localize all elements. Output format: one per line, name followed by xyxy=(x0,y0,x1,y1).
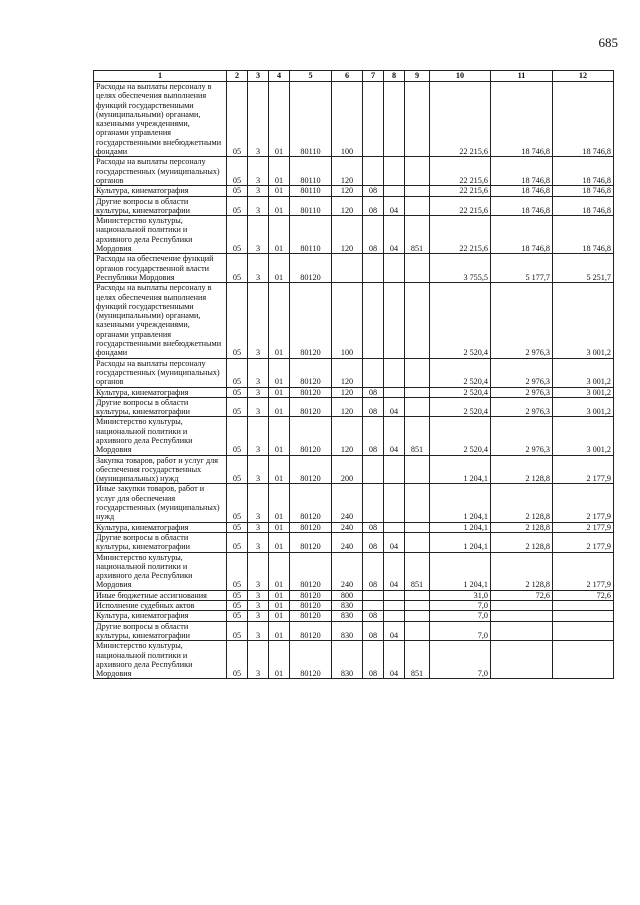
code-cell: 3 xyxy=(248,397,269,417)
code-cell: 01 xyxy=(269,358,290,387)
code-cell: 80120 xyxy=(290,590,332,600)
expense-name-cell: Министерство культуры, национальной политики и архивного дела Республики Мордовия xyxy=(94,641,227,679)
code-cell: 80110 xyxy=(290,196,332,216)
code-cell xyxy=(384,611,405,621)
amount-cell: 22 215,6 xyxy=(430,196,491,216)
amount-cell: 2 128,8 xyxy=(491,484,553,522)
code-cell xyxy=(363,484,384,522)
code-cell xyxy=(405,358,430,387)
code-cell: 01 xyxy=(269,196,290,216)
amount-cell: 18 746,8 xyxy=(491,196,553,216)
code-cell: 120 xyxy=(332,358,363,387)
code-cell: 05 xyxy=(227,621,248,641)
code-cell: 01 xyxy=(269,216,290,254)
code-cell xyxy=(405,611,430,621)
code-cell: 01 xyxy=(269,590,290,600)
code-cell: 3 xyxy=(248,157,269,186)
code-cell: 80110 xyxy=(290,216,332,254)
code-cell: 08 xyxy=(363,522,384,532)
header-cell: 4 xyxy=(269,71,290,82)
amount-cell: 5 251,7 xyxy=(553,254,614,283)
amount-cell xyxy=(491,641,553,679)
amount-cell xyxy=(553,601,614,611)
amount-cell: 2 520,4 xyxy=(430,387,491,397)
amount-cell: 3 001,2 xyxy=(553,397,614,417)
table-row xyxy=(94,552,614,590)
code-cell: 80120 xyxy=(290,601,332,611)
code-cell: 851 xyxy=(405,552,430,590)
code-cell: 80120 xyxy=(290,611,332,621)
code-cell: 01 xyxy=(269,601,290,611)
code-cell: 3 xyxy=(248,641,269,679)
code-cell: 120 xyxy=(332,196,363,216)
amount-cell: 18 746,8 xyxy=(491,82,553,157)
expense-name-cell: Другие вопросы в области культуры, кинематографии xyxy=(94,196,227,216)
code-cell: 01 xyxy=(269,283,290,358)
expense-name-cell: Культура, кинематография xyxy=(94,611,227,621)
amount-cell: 5 177,7 xyxy=(491,254,553,283)
header-cell: 7 xyxy=(363,71,384,82)
code-cell: 3 xyxy=(248,532,269,552)
amount-cell: 2 177,9 xyxy=(553,455,614,484)
code-cell xyxy=(384,186,405,196)
expense-name-cell: Иные бюджетные ассигнования xyxy=(94,590,227,600)
code-cell xyxy=(384,254,405,283)
code-cell: 851 xyxy=(405,417,430,455)
code-cell: 80120 xyxy=(290,621,332,641)
amount-cell: 2 128,8 xyxy=(491,532,553,552)
header-cell: 6 xyxy=(332,71,363,82)
code-cell: 08 xyxy=(363,641,384,679)
table-row xyxy=(94,522,614,532)
table-row xyxy=(94,387,614,397)
amount-cell: 2 976,3 xyxy=(491,283,553,358)
table-row xyxy=(94,157,614,186)
expense-name-cell: Расходы на выплаты персоналу в целях обеспечения выполнения функций государственными (муниципальными) органами, казенными учреждениями, органами управления государственными внебюджетными фондами xyxy=(94,82,227,157)
code-cell: 3 xyxy=(248,196,269,216)
amount-cell: 3 001,2 xyxy=(553,358,614,387)
table-row xyxy=(94,216,614,254)
code-cell: 01 xyxy=(269,82,290,157)
table-row xyxy=(94,621,614,641)
code-cell: 01 xyxy=(269,552,290,590)
amount-cell: 2 976,3 xyxy=(491,397,553,417)
expense-name-cell: Закупка товаров, работ и услуг для обеспечения государственных (муниципальных) нужд xyxy=(94,455,227,484)
code-cell: 05 xyxy=(227,186,248,196)
amount-cell: 2 520,4 xyxy=(430,397,491,417)
code-cell xyxy=(384,283,405,358)
amount-cell: 2 177,9 xyxy=(553,552,614,590)
code-cell: 05 xyxy=(227,82,248,157)
code-cell: 01 xyxy=(269,254,290,283)
code-cell: 100 xyxy=(332,283,363,358)
code-cell: 240 xyxy=(332,484,363,522)
code-cell: 200 xyxy=(332,455,363,484)
code-cell: 3 xyxy=(248,186,269,196)
code-cell xyxy=(363,455,384,484)
code-cell: 830 xyxy=(332,611,363,621)
code-cell: 04 xyxy=(384,621,405,641)
code-cell: 120 xyxy=(332,157,363,186)
code-cell: 851 xyxy=(405,641,430,679)
code-cell: 80110 xyxy=(290,186,332,196)
code-cell: 3 xyxy=(248,387,269,397)
code-cell xyxy=(384,522,405,532)
header-cell: 11 xyxy=(491,71,553,82)
code-cell xyxy=(405,196,430,216)
amount-cell: 18 746,8 xyxy=(553,196,614,216)
code-cell: 120 xyxy=(332,397,363,417)
amount-cell: 1 204,1 xyxy=(430,522,491,532)
amount-cell: 1 204,1 xyxy=(430,484,491,522)
amount-cell: 3 001,2 xyxy=(553,417,614,455)
header-cell: 8 xyxy=(384,71,405,82)
code-cell: 3 xyxy=(248,590,269,600)
table-row xyxy=(94,455,614,484)
code-cell: 05 xyxy=(227,611,248,621)
page-number: 685 xyxy=(598,35,618,50)
code-cell xyxy=(332,254,363,283)
code-cell: 05 xyxy=(227,484,248,522)
amount-cell xyxy=(491,601,553,611)
code-cell xyxy=(405,157,430,186)
table-row xyxy=(94,417,614,455)
code-cell: 851 xyxy=(405,216,430,254)
amount-cell: 1 204,1 xyxy=(430,532,491,552)
code-cell xyxy=(384,590,405,600)
code-cell xyxy=(405,522,430,532)
expense-name-cell: Расходы на выплаты персоналу государственных (муниципальных) органов xyxy=(94,157,227,186)
table-row xyxy=(94,484,614,522)
code-cell: 04 xyxy=(384,216,405,254)
code-cell xyxy=(384,157,405,186)
table-row xyxy=(94,82,614,157)
amount-cell xyxy=(553,641,614,679)
expense-name-cell: Иные закупки товаров, работ и услуг для обеспечения государственных (муниципальных) нужд xyxy=(94,484,227,522)
amount-cell: 2 976,3 xyxy=(491,387,553,397)
expense-name-cell: Министерство культуры, национальной политики и архивного дела Республики Мордовия xyxy=(94,216,227,254)
code-cell: 05 xyxy=(227,216,248,254)
code-cell: 05 xyxy=(227,387,248,397)
code-cell: 01 xyxy=(269,641,290,679)
code-cell: 05 xyxy=(227,417,248,455)
code-cell: 01 xyxy=(269,417,290,455)
header-cell: 10 xyxy=(430,71,491,82)
code-cell xyxy=(405,455,430,484)
code-cell: 08 xyxy=(363,397,384,417)
code-cell: 05 xyxy=(227,552,248,590)
code-cell: 05 xyxy=(227,254,248,283)
code-cell: 05 xyxy=(227,641,248,679)
table-row xyxy=(94,532,614,552)
code-cell: 01 xyxy=(269,157,290,186)
expense-name-cell: Культура, кинематография xyxy=(94,186,227,196)
code-cell: 08 xyxy=(363,417,384,455)
amount-cell: 2 177,9 xyxy=(553,532,614,552)
code-cell xyxy=(363,601,384,611)
table-row xyxy=(94,397,614,417)
code-cell: 08 xyxy=(363,186,384,196)
amount-cell: 72,6 xyxy=(553,590,614,600)
code-cell: 08 xyxy=(363,196,384,216)
code-cell: 3 xyxy=(248,417,269,455)
code-cell: 05 xyxy=(227,532,248,552)
amount-cell: 18 746,8 xyxy=(491,216,553,254)
code-cell: 01 xyxy=(269,522,290,532)
code-cell xyxy=(363,590,384,600)
amount-cell: 22 215,6 xyxy=(430,82,491,157)
code-cell: 80120 xyxy=(290,417,332,455)
expense-name-cell: Исполнение судебных актов xyxy=(94,601,227,611)
amount-cell: 18 746,8 xyxy=(491,157,553,186)
code-cell: 01 xyxy=(269,621,290,641)
amount-cell: 2 177,9 xyxy=(553,484,614,522)
code-cell xyxy=(405,82,430,157)
expense-name-cell: Министерство культуры, национальной политики и архивного дела Республики Мордовия xyxy=(94,417,227,455)
code-cell: 04 xyxy=(384,196,405,216)
amount-cell: 3 001,2 xyxy=(553,283,614,358)
code-cell: 800 xyxy=(332,590,363,600)
amount-cell: 2 976,3 xyxy=(491,358,553,387)
amount-cell: 18 746,8 xyxy=(553,186,614,196)
amount-cell: 31,0 xyxy=(430,590,491,600)
amount-cell: 2 520,4 xyxy=(430,283,491,358)
code-cell: 240 xyxy=(332,532,363,552)
code-cell: 08 xyxy=(363,552,384,590)
code-cell: 01 xyxy=(269,532,290,552)
amount-cell: 18 746,8 xyxy=(553,216,614,254)
amount-cell: 22 215,6 xyxy=(430,216,491,254)
code-cell: 05 xyxy=(227,196,248,216)
code-cell: 01 xyxy=(269,611,290,621)
code-cell: 04 xyxy=(384,552,405,590)
code-cell xyxy=(405,387,430,397)
code-cell: 08 xyxy=(363,216,384,254)
amount-cell: 3 001,2 xyxy=(553,387,614,397)
code-cell: 08 xyxy=(363,387,384,397)
table-row xyxy=(94,590,614,600)
expense-name-cell: Культура, кинематография xyxy=(94,522,227,532)
code-cell: 01 xyxy=(269,387,290,397)
code-cell: 80120 xyxy=(290,552,332,590)
code-cell: 80120 xyxy=(290,397,332,417)
code-cell: 120 xyxy=(332,186,363,196)
code-cell xyxy=(405,621,430,641)
header-cell: 2 xyxy=(227,71,248,82)
code-cell: 05 xyxy=(227,601,248,611)
code-cell: 3 xyxy=(248,552,269,590)
code-cell: 80110 xyxy=(290,82,332,157)
amount-cell: 2 520,4 xyxy=(430,358,491,387)
code-cell: 80120 xyxy=(290,358,332,387)
table-row xyxy=(94,186,614,196)
code-cell: 80120 xyxy=(290,455,332,484)
code-cell: 80120 xyxy=(290,484,332,522)
code-cell xyxy=(384,358,405,387)
code-cell: 830 xyxy=(332,601,363,611)
code-cell: 05 xyxy=(227,522,248,532)
code-cell: 120 xyxy=(332,387,363,397)
code-cell: 120 xyxy=(332,417,363,455)
code-cell: 04 xyxy=(384,417,405,455)
code-cell: 3 xyxy=(248,601,269,611)
code-cell: 3 xyxy=(248,283,269,358)
table-row xyxy=(94,358,614,387)
table-row xyxy=(94,611,614,621)
code-cell: 80120 xyxy=(290,522,332,532)
code-cell xyxy=(405,186,430,196)
code-cell: 80120 xyxy=(290,254,332,283)
amount-cell: 18 746,8 xyxy=(553,82,614,157)
table-row xyxy=(94,601,614,611)
amount-cell xyxy=(553,621,614,641)
code-cell: 01 xyxy=(269,455,290,484)
code-cell: 240 xyxy=(332,522,363,532)
code-cell xyxy=(405,254,430,283)
code-cell xyxy=(405,397,430,417)
amount-cell xyxy=(491,621,553,641)
amount-cell: 2 128,8 xyxy=(491,522,553,532)
code-cell xyxy=(363,254,384,283)
code-cell: 80120 xyxy=(290,387,332,397)
code-cell xyxy=(405,283,430,358)
code-cell: 04 xyxy=(384,641,405,679)
code-cell xyxy=(405,590,430,600)
amount-cell: 7,0 xyxy=(430,611,491,621)
code-cell xyxy=(363,283,384,358)
code-cell: 830 xyxy=(332,621,363,641)
amount-cell: 7,0 xyxy=(430,621,491,641)
expense-name-cell: Расходы на выплаты персоналу в целях обеспечения выполнения функций государственными (муниципальными) органами, казенными учреждениями, органами управления государственными внебюджетными фондами xyxy=(94,283,227,358)
code-cell: 01 xyxy=(269,484,290,522)
amount-cell: 22 215,6 xyxy=(430,157,491,186)
header-cell: 12 xyxy=(553,71,614,82)
code-cell: 01 xyxy=(269,397,290,417)
code-cell: 80110 xyxy=(290,157,332,186)
table-row xyxy=(94,254,614,283)
expense-name-cell: Другие вопросы в области культуры, кинематографии xyxy=(94,397,227,417)
code-cell: 3 xyxy=(248,484,269,522)
code-cell xyxy=(384,387,405,397)
code-cell: 01 xyxy=(269,186,290,196)
code-cell: 3 xyxy=(248,522,269,532)
amount-cell xyxy=(553,611,614,621)
code-cell: 240 xyxy=(332,552,363,590)
expense-name-cell: Другие вопросы в области культуры, кинематографии xyxy=(94,621,227,641)
code-cell: 3 xyxy=(248,455,269,484)
code-cell xyxy=(363,82,384,157)
code-cell: 100 xyxy=(332,82,363,157)
code-cell: 04 xyxy=(384,532,405,552)
table-row xyxy=(94,196,614,216)
code-cell: 120 xyxy=(332,216,363,254)
code-cell xyxy=(363,358,384,387)
amount-cell: 18 746,8 xyxy=(491,186,553,196)
amount-cell: 2 520,4 xyxy=(430,417,491,455)
expense-name-cell: Культура, кинематография xyxy=(94,387,227,397)
amount-cell: 7,0 xyxy=(430,601,491,611)
code-cell xyxy=(384,82,405,157)
amount-cell: 2 976,3 xyxy=(491,417,553,455)
amount-cell: 7,0 xyxy=(430,641,491,679)
code-cell xyxy=(405,484,430,522)
header-cell: 1 xyxy=(94,71,227,82)
code-cell: 05 xyxy=(227,397,248,417)
code-cell: 04 xyxy=(384,397,405,417)
code-cell: 3 xyxy=(248,621,269,641)
expense-name-cell: Расходы на выплаты персоналу государственных (муниципальных) органов xyxy=(94,358,227,387)
code-cell: 3 xyxy=(248,611,269,621)
code-cell xyxy=(384,484,405,522)
expense-name-cell: Расходы на обеспечение функций органов государственной власти Республики Мордовия xyxy=(94,254,227,283)
code-cell: 05 xyxy=(227,358,248,387)
header-cell: 5 xyxy=(290,71,332,82)
code-cell: 80120 xyxy=(290,532,332,552)
expense-name-cell: Министерство культуры, национальной политики и архивного дела Республики Мордовия xyxy=(94,552,227,590)
amount-cell: 18 746,8 xyxy=(553,157,614,186)
amount-cell: 22 215,6 xyxy=(430,186,491,196)
code-cell: 3 xyxy=(248,254,269,283)
table-header-row xyxy=(94,71,614,82)
header-cell: 3 xyxy=(248,71,269,82)
code-cell: 80120 xyxy=(290,641,332,679)
code-cell: 05 xyxy=(227,455,248,484)
amount-cell: 3 755,5 xyxy=(430,254,491,283)
code-cell xyxy=(363,157,384,186)
amount-cell: 2 128,8 xyxy=(491,455,553,484)
code-cell xyxy=(405,532,430,552)
amount-cell xyxy=(491,611,553,621)
code-cell: 08 xyxy=(363,611,384,621)
table-row xyxy=(94,283,614,358)
amount-cell: 2 177,9 xyxy=(553,522,614,532)
code-cell: 08 xyxy=(363,621,384,641)
budget-table xyxy=(93,70,614,679)
code-cell: 05 xyxy=(227,157,248,186)
amount-cell: 2 128,8 xyxy=(491,552,553,590)
amount-cell: 1 204,1 xyxy=(430,552,491,590)
table-row xyxy=(94,641,614,679)
code-cell: 830 xyxy=(332,641,363,679)
code-cell xyxy=(384,601,405,611)
code-cell: 3 xyxy=(248,358,269,387)
code-cell xyxy=(384,455,405,484)
expense-name-cell: Другие вопросы в области культуры, кинематографии xyxy=(94,532,227,552)
code-cell: 05 xyxy=(227,283,248,358)
code-cell: 80120 xyxy=(290,283,332,358)
amount-cell: 1 204,1 xyxy=(430,455,491,484)
amount-cell: 72,6 xyxy=(491,590,553,600)
code-cell: 05 xyxy=(227,590,248,600)
code-cell xyxy=(405,601,430,611)
code-cell: 3 xyxy=(248,216,269,254)
header-cell: 9 xyxy=(405,71,430,82)
code-cell: 3 xyxy=(248,82,269,157)
code-cell: 08 xyxy=(363,532,384,552)
